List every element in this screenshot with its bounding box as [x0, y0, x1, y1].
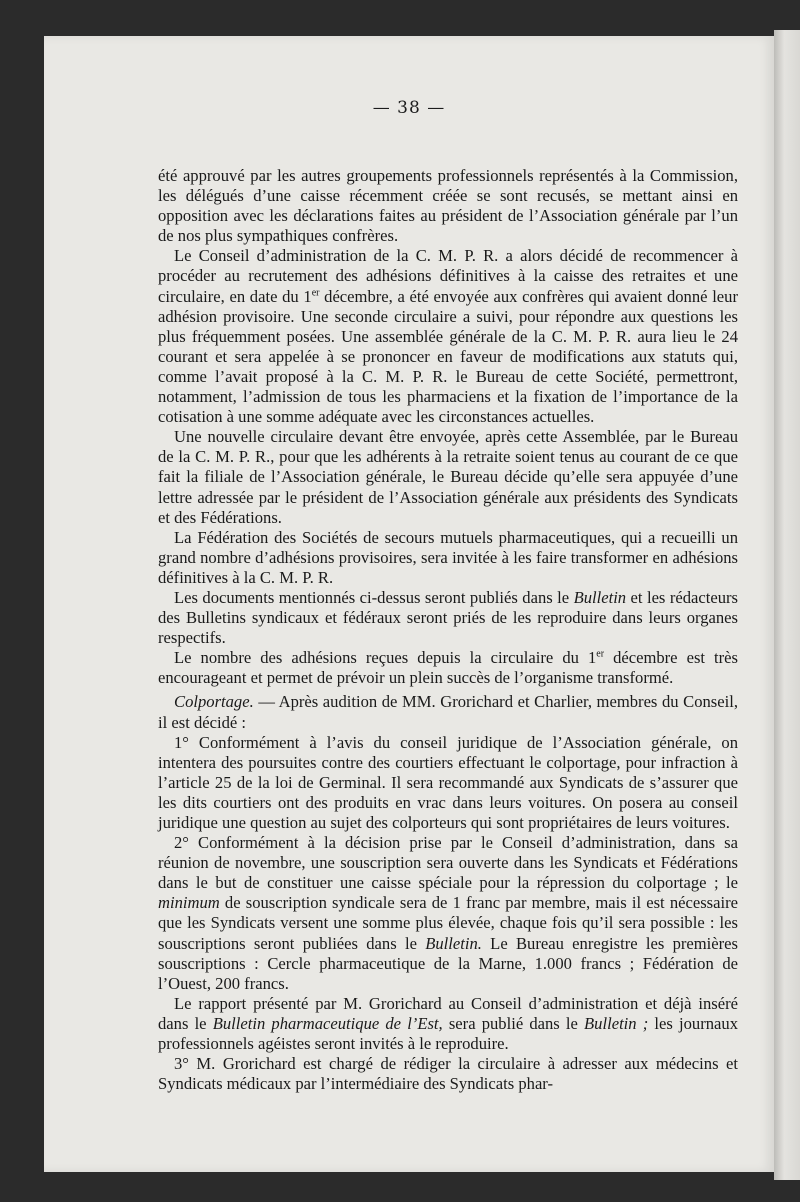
- text-run: 1° Conformément à l’avis du conseil juridique de l’Association générale, on intentera des poursuites contre des courtiers effectuant le colportage, pour infraction à l’article 25 de la loi de Germinal. Il sera recommandé aux Syndicats de s’assurer que les dits courtiers ont des produits en vrac dans leurs voitures. On posera au conseil juridique une question au sujet des colporteurs qui sont propriétaires de leurs voitures.: [158, 732, 738, 832]
- text-run: décembre, a été envoyée aux confrères qui avaient donné leur adhésion provisoire. Une seconde circulaire a suivi, pour répondre aux questions les plus fréquemment posées. Une assemblée générale de la C. M. P. R. aura lieu le 24 courant et sera appelée à se prononcer en faveur de modifications aux statuts qui, comme l’avait proposé à la C. M. P. R. le Bureau de cette Société, permettront, notamment, l’admission de tous les pharmaciens et la fixation de l’importance de la cotisation à une somme adéquate avec les circonstances actuelles.: [158, 286, 738, 427]
- page-number: — 38 —: [372, 98, 446, 118]
- body-text: [158, 166, 738, 1094]
- superscript: er: [311, 287, 320, 299]
- paragraph: [158, 166, 738, 246]
- text-run: 2° Conformément à la décision prise par le Conseil d’administration, dans sa réunion de novembre, une souscription sera ouverte dans les Syndicats et Fédérations dans le but de constituer une caisse spéciale pour la répression du colportage ; le: [158, 833, 738, 893]
- numbered-paragraph: [158, 1054, 738, 1094]
- text-run: Le Conseil d’administration de la C. M. P. R. a alors décidé de recommencer à procéder au recrutement des adhésions définitives à la caisse des retraites et une circulaire, en date du 1: [158, 246, 738, 306]
- text-run: et les rédacteurs des Bulletins syndicaux et fédéraux seront priés de les reproduire dans leurs organes respectifs.: [158, 587, 738, 648]
- text-run: sera publié dans le: [442, 1013, 585, 1033]
- italic-text: Bulletin: [573, 587, 627, 607]
- text-run: été approuvé par les autres groupements professionnels représentés à la Commission, les délégués d’une caisse récemment créée se sont recusés, se mettant ainsi en opposition avec les déclarations faites au président de l’Association générale par l’un de nos plus sympathiques confrères.: [158, 166, 738, 246]
- text-run: Le nombre des adhésions reçues depuis la circulaire du 1: [174, 648, 597, 668]
- text-run: La Fédération des Sociétés de secours mutuels pharmaceutiques, qui a recueilli un grand nombre d’adhésions provisoires, sera invitée à les faire transformer en adhésions définitives à la C. M. P. R.: [158, 527, 738, 587]
- italic-text: Bulletin pharmaceutique de l’Est,: [212, 1013, 443, 1033]
- text-run: Le Bureau enregistre les premières souscriptions : Cercle pharmaceutique de la Marne, 1.000 francs ; Fédération de l’Ouest, 200 francs.: [158, 933, 738, 993]
- text-run: Une nouvelle circulaire devant être envoyée, après cette Assemblée, par le Bureau de la C. M. P. R., pour que les adhérents à la retraite soient tenus au courant de ce que fait la filiale de l’Association générale, le Bureau décide qu’elle sera appuyée d’une lettre adressée par le président de l’Association générale aux présidents des Syndicats et des Fédérations.: [158, 427, 738, 527]
- text-run: décembre est très encourageant et permet de prévoir un plein succès de l’organisme transformé.: [158, 648, 739, 688]
- superscript: er: [596, 648, 605, 660]
- paragraph: [158, 528, 738, 588]
- italic-text: Colportage.: [174, 692, 254, 712]
- paragraph: [158, 246, 738, 427]
- text-run: — Après audition de MM. Grorichard et Charlier, membres du Conseil, il est décidé :: [158, 692, 738, 732]
- text-run: 3° M. Grorichard est chargé de rédiger la circulaire à adresser aux médecins et Syndicats médicaux par l’intermédiaire des Syndicats phar-: [158, 1054, 738, 1094]
- numbered-paragraph: [158, 833, 738, 994]
- paragraph: [158, 648, 738, 688]
- numbered-paragraph: [158, 733, 738, 833]
- paragraph: [158, 994, 738, 1054]
- document-page: [44, 36, 774, 1172]
- paragraph: [158, 588, 738, 648]
- section-paragraph-colportage: [158, 692, 738, 732]
- italic-text: Bulletin ;: [584, 1013, 649, 1033]
- text-run: les journaux professionnels agéistes seront invités à le reproduire.: [158, 1013, 738, 1054]
- paragraph: [158, 427, 738, 527]
- italic-text: Bulletin.: [425, 933, 482, 953]
- text-run: Les documents mentionnés ci-dessus seront publiés dans le: [174, 587, 574, 607]
- italic-text: minimum: [158, 893, 220, 913]
- text-run: de souscription syndicale sera de 1 franc par membre, mais il est nécessaire que les Syndicats versent une somme plus élevée, chaque fois qu’il sera possible : les souscriptions seront publiées dans le: [158, 893, 738, 953]
- text-run: Le rapport présenté par M. Grorichard au Conseil d’administration et déjà inséré dans le: [158, 993, 738, 1033]
- adjacent-page-edge: [774, 30, 800, 1180]
